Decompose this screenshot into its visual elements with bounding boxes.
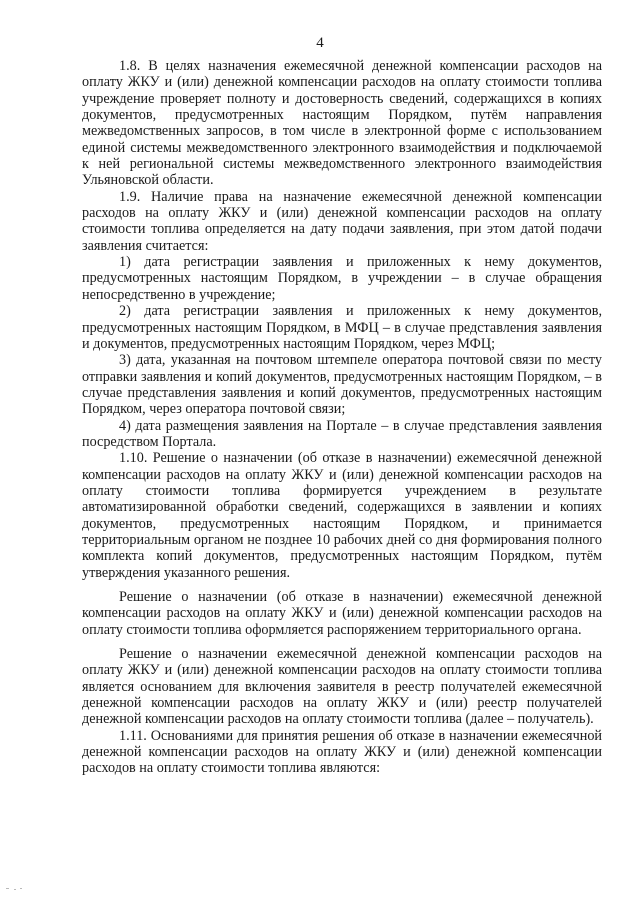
list-item-1: 1) дата регистрации заявления и приложенных к нему документов, предусмотренных настоящим Порядком, в учреждении – в случае обращения непосредственно в учреждение; <box>82 254 602 303</box>
document-body <box>82 58 602 777</box>
list-item-3: 3) дата, указанная на почтовом штемпеле оператора почтовой связи по месту отправки заявления и копий документов, предусмотренных настоящим Порядком, – в случае представления заявления и копий документов, предусмотренных настоящим Порядком, через оператора почтовой связи; <box>82 352 602 418</box>
scan-artifact <box>20 888 22 889</box>
paragraph-decision-basis: Решение о назначении ежемесячной денежной компенсации расходов на оплату ЖКУ и (или) денежной компенсации расходов на оплату стоимости топлива является основанием для включения заявителя в реестр получателей ежемесячной денежной компенсации расходов на оплату ЖКУ и (или) реестр получателей денежной компенсации расходов на оплату стоимости топлива (далее – получатель). <box>82 646 602 728</box>
paragraph-decision-registration: Решение о назначении (об отказе в назначении) ежемесячной денежной компенсации расходов на оплату ЖКУ и (или) денежной компенсации расходов на оплату стоимости топлива оформляется распоряжением территориального органа. <box>82 589 602 638</box>
paragraph-1-8: 1.8. В целях назначения ежемесячной денежной компенсации расходов на оплату ЖКУ и (или) денежной компенсации расходов на оплату стоимости топлива учреждение проверяет полноту и достоверность сведений, содержащихся в копиях документов, предусмотренных настоящим Порядком, путём направления межведомственных запросов, в том числе в электронной форме с использованием единой системы межведомственного электронного взаимодействия и подключаемой к ней региональной системы межведомственного электронного взаимодействия Ульяновской области. <box>82 58 602 189</box>
paragraph-1-11: 1.11. Основаниями для принятия решения об отказе в назначении ежемесячной денежной компенсации расходов на оплату ЖКУ и (или) денежной компенсации расходов на оплату стоимости топлива являются: <box>82 727 602 777</box>
paragraph-1-10: 1.10. Решение о назначении (об отказе в назначении) ежемесячной денежной компенсации расходов на оплату ЖКУ и (или) денежной компенсации расходов на оплату стоимости топлива формируется учреждением в результате автоматизированной обработки сведений, содержащихся в заявлении и копиях документов, предусмотренных настоящим Порядком, и принимается территориальным органом не позднее 10 рабочих дней со дня формирования полного комплекта копий документов, предусмотренных настоящим Порядком, путём утверждения указанного решения. <box>82 450 602 581</box>
paragraph-1-9: 1.9. Наличие права на назначение ежемесячной денежной компенсации расходов на оплату ЖКУ и (или) денежной компенсации расходов на оплату стоимости топлива определяется на дату подачи заявления, при этом датой подачи заявления считается: <box>82 188 602 254</box>
scan-artifact <box>6 888 9 889</box>
list-item-4: 4) дата размещения заявления на Портале – в случае представления заявления посредством Портала. <box>82 417 602 450</box>
list-item-2: 2) дата регистрации заявления и приложенных к нему документов, предусмотренных настоящим Порядком, в МФЦ – в случае представления заявления и документов, предусмотренных настоящим Порядком, через МФЦ; <box>82 303 602 352</box>
scan-artifact <box>14 889 16 890</box>
page-number: 4 <box>316 35 324 51</box>
